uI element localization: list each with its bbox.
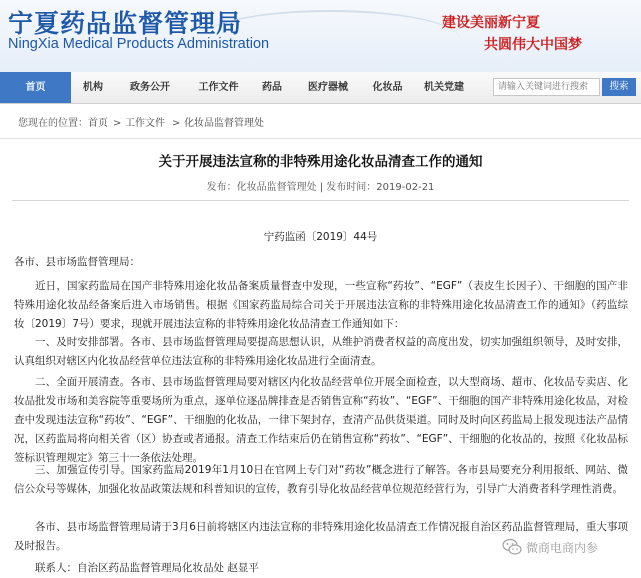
document-number: 宁药监函〔2019〕44号 [263, 231, 378, 243]
nav-item-home[interactable]: 首页 [0, 72, 71, 103]
site-header [0, 0, 641, 73]
slogan-line-1: 建设美丽新宁夏 [442, 15, 540, 31]
watermark-text: 微商电商内参 [526, 541, 599, 555]
site-title-en: NingXia Medical Products Administration [8, 36, 270, 52]
addressee: 各市、县市场监督管理局： [14, 256, 140, 268]
contact-line: 联系人：自治区药品监督管理局化妆品处 赵显平 [35, 562, 259, 574]
article-meta: 发布：化妆品监督管理处 | 发布时间：2019-02-21 [206, 182, 435, 193]
slogan-line-2: 共圆伟大中国梦 [484, 37, 582, 53]
nav-item-work-documents[interactable]: 工作文件 [198, 82, 239, 93]
article-paragraph: 三、加强宣传引导。国家药监局2019年1月10日在官网上专门对“药妆”概念进行了解答。各市县局要充分利用报纸、网站、微信公众号等媒体，加强化妆品政策法规和科普知识的宣传，教育引导化妆品经营单位规范经营行为，引导广大消费者科学理性消费。 [14, 464, 628, 495]
breadcrumb-separator: > [113, 118, 122, 129]
wechat-icon [502, 538, 522, 556]
article-paragraph: 近日，国家药监局在国产非特殊用途化妆品备案质量督查中发现，一些宣称“药妆”、“EGF”（表皮生长因子）、干细胞的国产非特殊用途化妆品经备案后进入市场销售。根据《国家药监局综合司关于开展违法宣称的非特殊用途化妆品清查工作的通知》（药监综妆〔2019〕7号）要求，现就开展违法宣称的非特殊用途化妆品清查工作通知如下： [14, 280, 628, 330]
nav-item-drugs[interactable]: 药品 [262, 82, 282, 93]
article-title: 关于开展违法宣称的非特殊用途化妆品清查工作的通知 [158, 154, 483, 170]
search-button[interactable]: 搜索 [602, 78, 636, 96]
breadcrumb-separator: > [172, 118, 181, 129]
breadcrumb-work-documents-link[interactable]: 工作文件 [125, 118, 165, 129]
breadcrumb [0, 110, 641, 139]
title-divider [12, 200, 629, 201]
nav-item-medical-devices[interactable]: 医疗器械 [308, 82, 348, 93]
nav-item-government-affairs[interactable]: 政务公开 [130, 82, 170, 93]
article-paragraph: 各市、县市场监督管理局请于3月6日前将辖区内违法宣称的非特殊用途化妆品清查工作情况报自治区药品监督管理局，重大事项及时报告。 [14, 521, 628, 552]
article-paragraph: 一、及时安排部署。各市、县市场监督管理局要提高思想认识，从维护消费者权益的高度出发，切实加强组织领导，及时安排，认真组织对辖区内化妆品经营单位违法宣称的非特殊用途化妆品进行全面清查。 [14, 336, 628, 367]
article-paragraph: 二、全面开展清查。各市、县市场监督管理局要对辖区内化妆品经营单位开展全面检查，以大型商场、超市、化妆品专卖店、化妆品批发市场和美容院等重要场所为重点，逐单位逐品牌排查是否销售宣称“药妆”、“EGF”、干细胞的国产非特殊用途化妆品，对检查中发现违法宣称“药妆”、“EGF”、干细胞的化妆品，一律下架封存，查清产品供货渠道。同时及时向区药监局上报发现违法产品情况，区药监局将向相关省（区）协查或者通报。清查工作结束后仍在销售宣称“药妆”、“EGF”、干细胞的化妆品的，按照《化妆品标签标识管理规定》第三十一条依法处理。 [14, 376, 628, 464]
nav-item-organization[interactable]: 机构 [83, 82, 103, 93]
breadcrumb-cosmetics-dept-link[interactable]: 化妆品监督管理处 [184, 118, 264, 129]
search-input[interactable] [493, 78, 600, 96]
site-title-cn[interactable]: 宁夏药品监督管理局 [8, 9, 243, 38]
breadcrumb-home-link[interactable]: 首页 [88, 118, 108, 129]
nav-item-party-building[interactable]: 机关党建 [424, 82, 464, 93]
breadcrumb-prefix: 您现在的位置： [18, 118, 88, 129]
nav-item-cosmetics[interactable]: 化妆品 [372, 82, 403, 93]
